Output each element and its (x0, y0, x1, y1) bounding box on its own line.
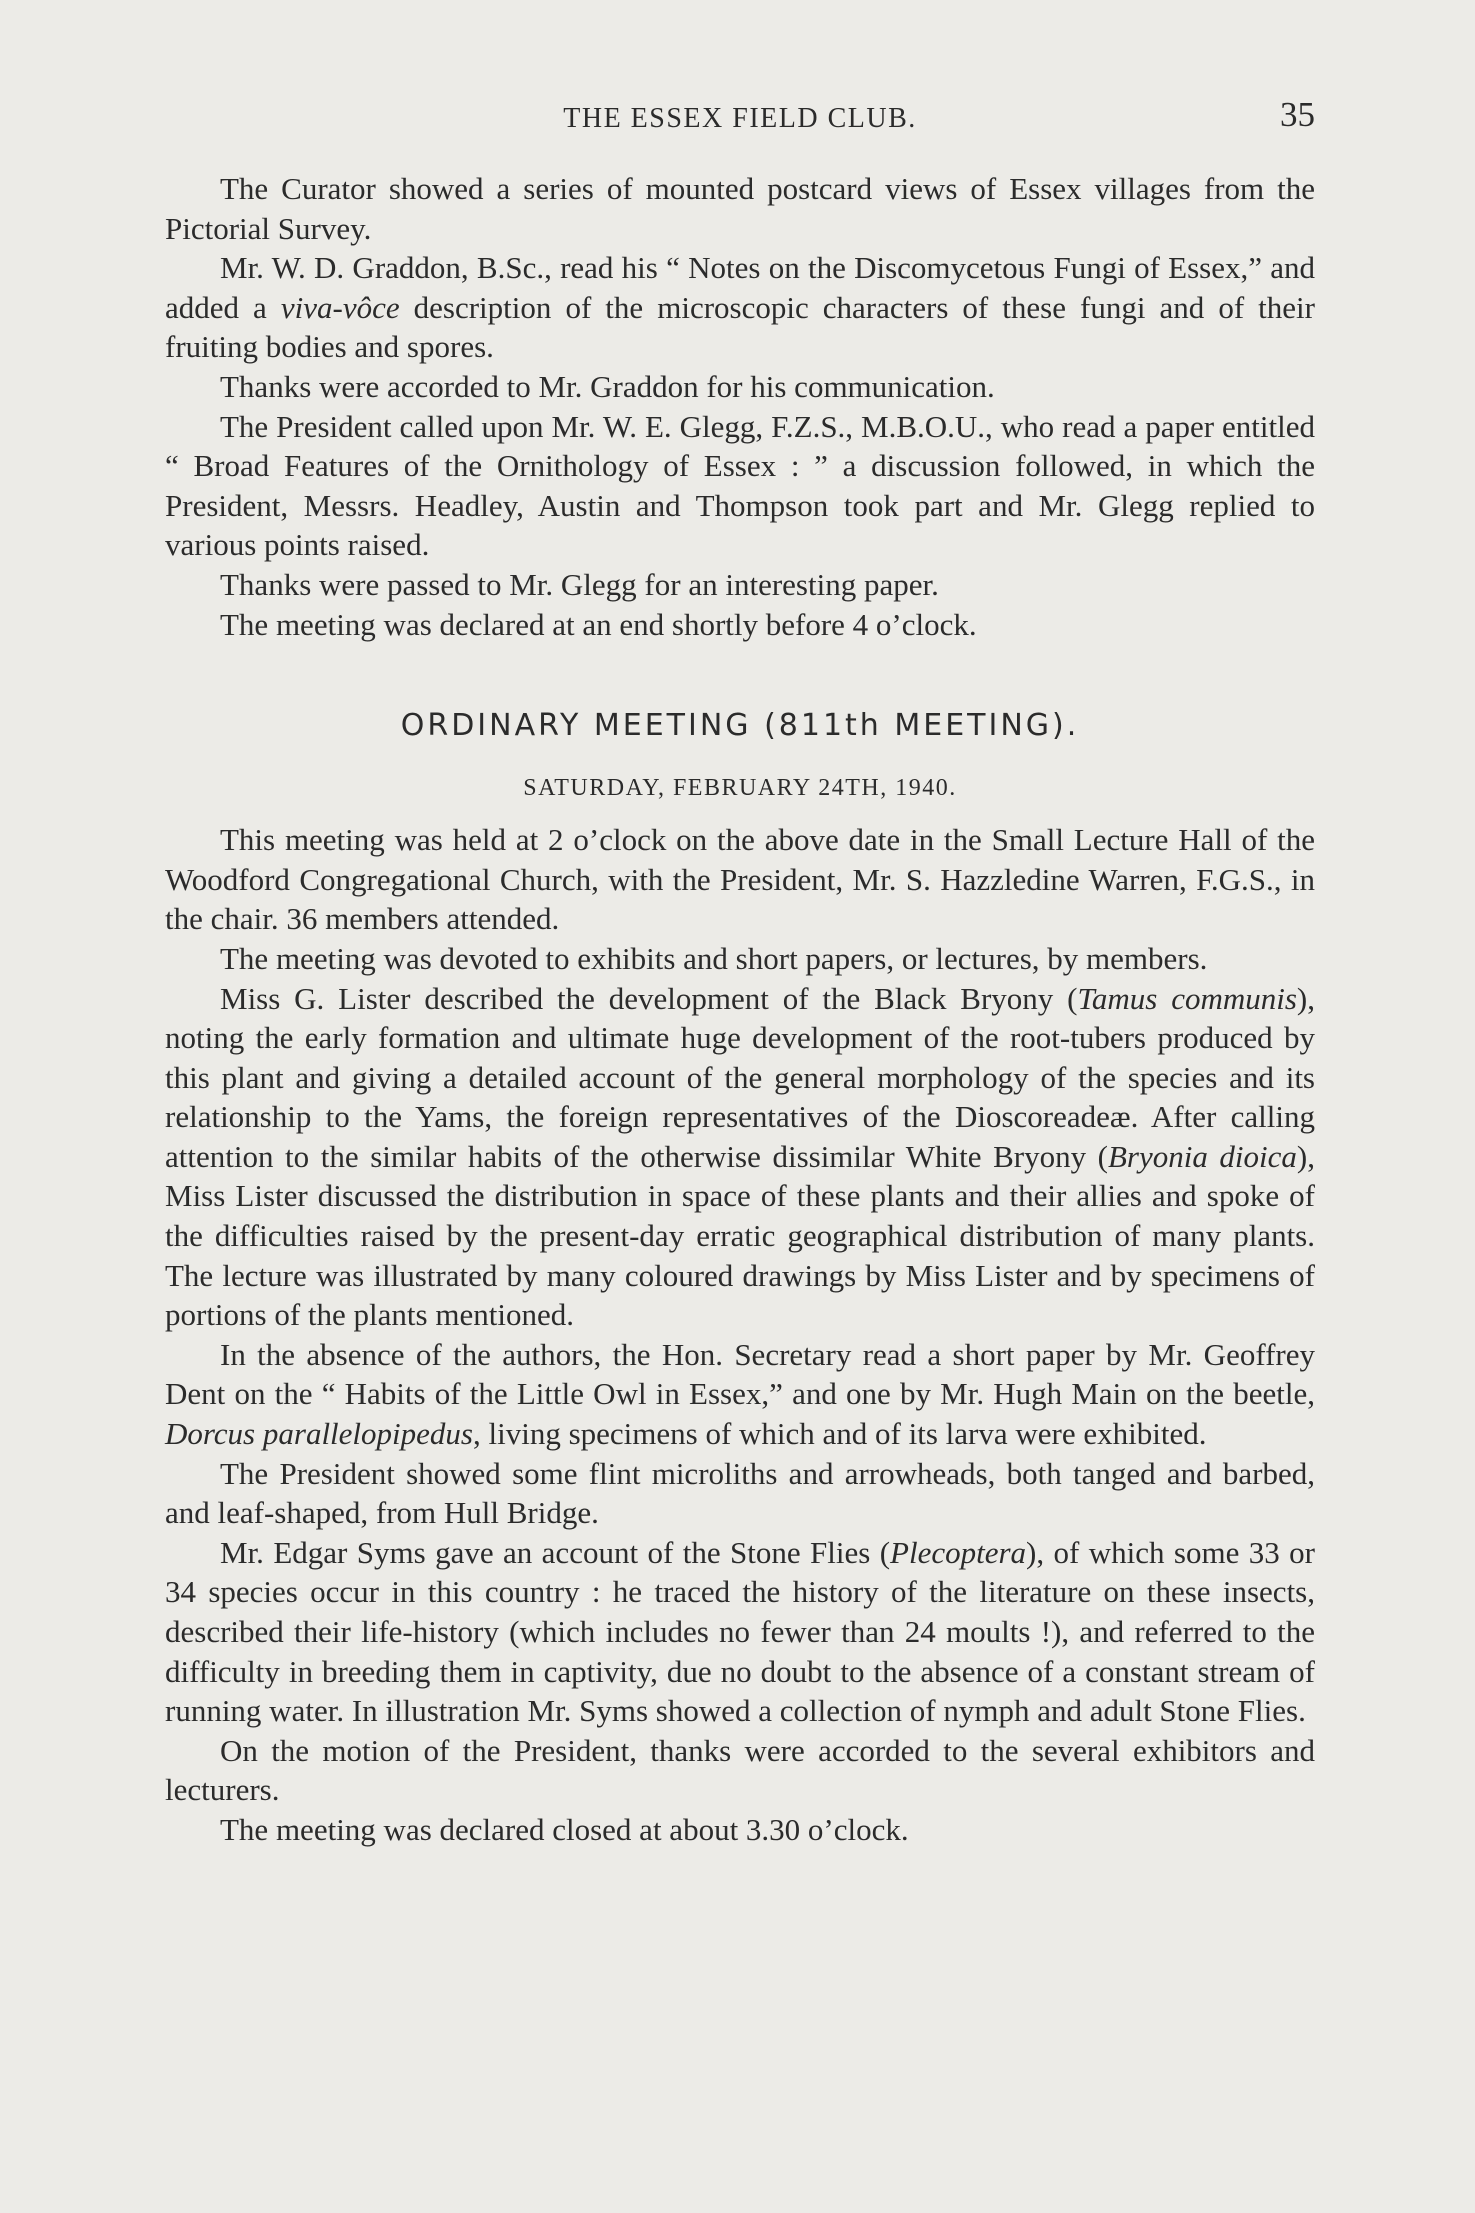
section-heading: ORDINARY MEETING (811th MEETING). (400, 708, 1080, 744)
text-run: The President showed some flint microliths and arrowheads, both tanged and barbed, and leaf-shaped, from Hull Bridge. (165, 1455, 1315, 1531)
text-run: Thanks were accorded to Mr. Graddon for his communication. (220, 368, 995, 404)
text-run: The President called upon Mr. W. E. Glegg, F.Z.S., M.B.O.U., who read a paper entitled “ Broad Features of the Ornithology of Essex : ” a discussion followed, in which the President, Messrs. Headley, Austin and Thompson took part and Mr. Glegg replied to various points raised. (165, 408, 1315, 563)
text-run: ), Miss Lister discussed the distribution in space of these plants and their allies and spoke of the difficulties raised by the present-day erratic geographical distribution of many plants. The lecture was illustrated by many coloured drawings by Miss Lister and by specimens of portions of the plants mentioned. (165, 1138, 1315, 1333)
paragraph (165, 939, 1315, 979)
text-run: The meeting was declared closed at about 3.30 o’clock. (220, 1811, 909, 1847)
text-run: The meeting was declared at an end shortly before 4 o’clock. (220, 606, 977, 642)
paragraph (165, 169, 1315, 248)
text-run: ), noting the early formation and ultimate huge development of the root-tubers produced by this plant and giving a detailed account of the general morphology of the species and its relationship to the Yams, the foreign representatives of the Dioscoreadeæ. After calling attention to the similar habits of the otherwise dissimilar White Bryony ( (165, 980, 1315, 1174)
paragraph (165, 1810, 1315, 1850)
page-number: 35 (1280, 95, 1315, 134)
running-header (165, 95, 1315, 145)
text-run: Thanks were passed to Mr. Glegg for an interesting paper. (220, 566, 939, 602)
section-date: SATURDAY, FEBRUARY 24TH, 1940. (523, 775, 957, 802)
text-run: The Curator showed a series of mounted postcard views of Essex villages from the Pictorial Survey. (165, 171, 1315, 246)
italic-text: viva-vôce (280, 289, 400, 325)
text-run: The meeting was devoted to exhibits and short papers, or lectures, by members. (220, 940, 1208, 976)
paragraph (165, 1731, 1315, 1810)
text-run: , living specimens of which and of its larva were exhibited. (472, 1416, 1207, 1452)
document-page (165, 95, 1315, 1850)
text-run: Miss G. Lister described the development of the Black Bryony ( (220, 980, 1078, 1016)
text-run: This meeting was held at 2 o’clock on the above date in the Small Lecture Hall of the Woodford Congregational Church, with the President, Mr. S. Hazzledine Warren, F.G.S., in the chair. 36 members attended. (165, 822, 1315, 937)
intro-text (165, 169, 1315, 644)
text-run: On the motion of the President, thanks were accorded to the several exhibitors and lecturers. (165, 1732, 1315, 1808)
paragraph (165, 1533, 1315, 1731)
italic-text: Bryonia dioica (1107, 1138, 1297, 1174)
paragraph (165, 1335, 1315, 1454)
text-run: In the absence of the authors, the Hon. Secretary read a short paper by Mr. Geoffrey Dent on the “ Habits of the Little Owl in Essex,” and one by Mr. Hugh Main on the beetle, (165, 1336, 1315, 1412)
section-body (165, 820, 1315, 1849)
paragraph (165, 367, 1315, 407)
paragraph (165, 979, 1315, 1335)
italic-text: Tamus communis (1077, 980, 1297, 1016)
text-run: ), of which some 33 or 34 species occur in this country : he traced the history of the literature on these insects, described their life-history (which includes no fewer than 24 moults !), and referred to the difficulty in breeding them in captivity, due no doubt to the absence of a constant stream of running water. In illustration Mr. Syms showed a collection of nymph and adult Stone Flies. (165, 1534, 1315, 1729)
paragraph (165, 820, 1315, 939)
text-run: Mr. Edgar Syms gave an account of the Stone Flies ( (220, 1534, 891, 1570)
text-run: Mr. W. D. Graddon, B.Sc., read his “ Notes on the Discomycetous Fungi of Essex,” and added a (165, 250, 1315, 325)
paragraph (165, 605, 1315, 645)
paragraph (165, 565, 1315, 605)
paragraph (165, 407, 1315, 565)
italic-text: Plecoptera (890, 1534, 1027, 1570)
paragraph (165, 1454, 1315, 1533)
paragraph (165, 248, 1315, 367)
text-run: description of the microscopic characters of these fungi and of their fruiting bodies and spores. (165, 289, 1315, 365)
running-title: THE ESSEX FIELD CLUB. (563, 103, 917, 134)
italic-text: Dorcus parallelopipedus (165, 1416, 473, 1452)
